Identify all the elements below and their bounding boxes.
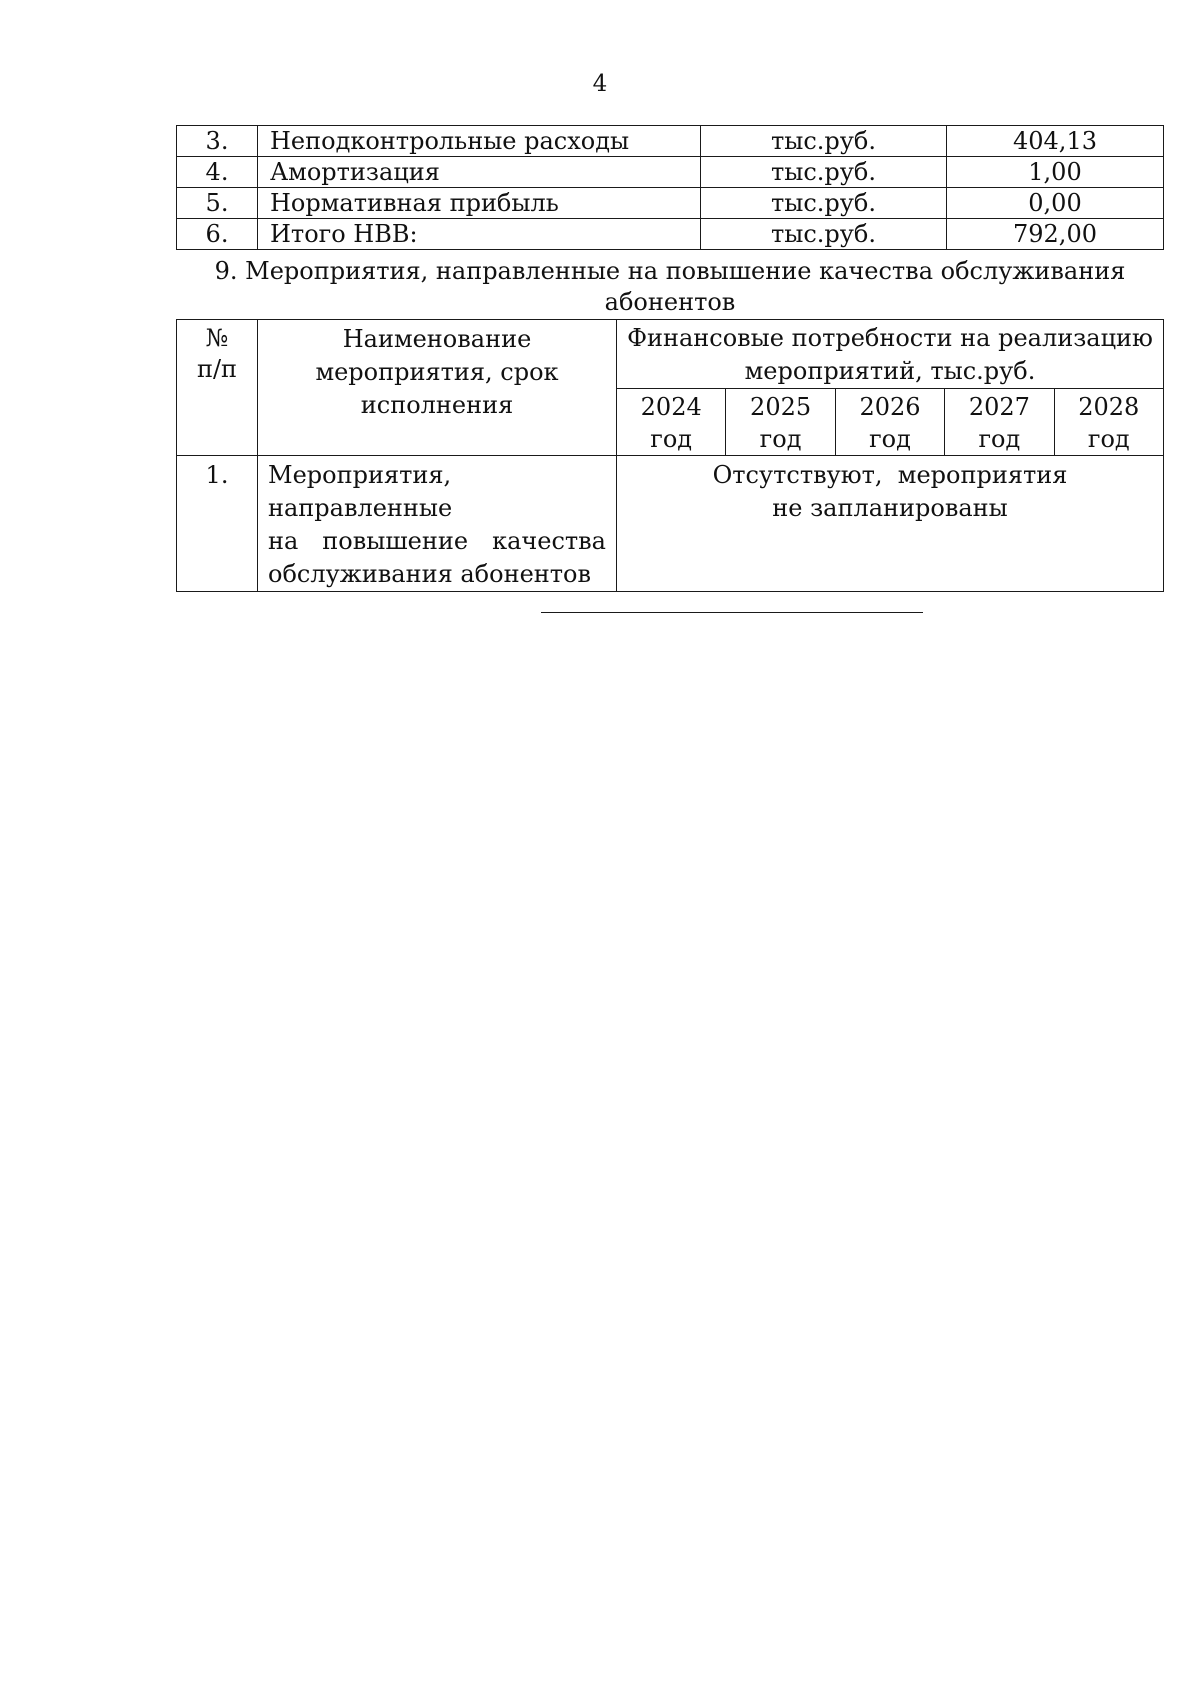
- summary-table: [176, 125, 1164, 250]
- row-name-line: Мероприятия,: [268, 461, 452, 489]
- row-unit: тыс.руб.: [701, 157, 947, 188]
- header-financial-needs: [617, 320, 1164, 389]
- row-value: 404,13: [947, 126, 1164, 157]
- year-cell: [617, 389, 726, 456]
- row-number: 3.: [177, 126, 258, 157]
- table-row: [177, 188, 1164, 219]
- header-financial-line: мероприятий, тыс.руб.: [744, 357, 1036, 385]
- row-number: 5.: [177, 188, 258, 219]
- section-title: [176, 256, 1164, 318]
- table-row: [177, 126, 1164, 157]
- row-status: [617, 456, 1164, 592]
- row-name: Итого НВВ:: [258, 219, 701, 250]
- row-status-line: Отсутствуют, мероприятия: [712, 461, 1068, 489]
- row-unit: тыс.руб.: [701, 219, 947, 250]
- year-value: 2024: [640, 393, 702, 421]
- row-name-line: обслуживания абонентов: [268, 560, 592, 588]
- row-number: 4.: [177, 157, 258, 188]
- row-name-word: качества: [492, 527, 606, 555]
- header-row: [177, 320, 1164, 389]
- year-unit: год: [978, 425, 1021, 453]
- year-unit: год: [869, 425, 911, 453]
- measures-table: [176, 319, 1164, 592]
- year-cell: [1054, 389, 1163, 456]
- year-value: 2028: [1078, 393, 1140, 421]
- section-title-line: абонентов: [604, 288, 736, 316]
- row-name: Нормативная прибыль: [258, 188, 701, 219]
- header-name-line: мероприятия, срок: [315, 358, 559, 386]
- year-unit: год: [1087, 425, 1130, 453]
- end-rule-divider: [541, 612, 923, 613]
- row-value: 1,00: [947, 157, 1164, 188]
- year-cell: [945, 389, 1054, 456]
- row-unit: тыс.руб.: [701, 188, 947, 219]
- row-name: Амортизация: [258, 157, 701, 188]
- header-number-abbrev: п/п: [196, 355, 238, 383]
- table-row: [177, 456, 1164, 592]
- row-value: 0,00: [947, 188, 1164, 219]
- year-cell: [726, 389, 835, 456]
- row-status-line: не запланированы: [772, 494, 1008, 522]
- year-value: 2026: [859, 393, 921, 421]
- row-name-word: на: [268, 527, 299, 555]
- page-number: 4: [592, 71, 608, 97]
- header-financial-line: Финансовые потребности на реализацию: [627, 324, 1153, 352]
- row-unit: тыс.руб.: [701, 126, 947, 157]
- row-name: Неподконтрольные расходы: [258, 126, 701, 157]
- header-number-symbol: №: [205, 324, 229, 352]
- table-row: [177, 219, 1164, 250]
- year-unit: год: [650, 425, 693, 453]
- row-name-line: направленные: [268, 494, 453, 522]
- row-name-line: [268, 525, 606, 558]
- row-name: [258, 456, 617, 592]
- row-value: 792,00: [947, 219, 1164, 250]
- row-name-word: повышение: [322, 527, 469, 555]
- row-number: 6.: [177, 219, 258, 250]
- year-unit: год: [759, 425, 802, 453]
- header-number: [177, 320, 258, 456]
- year-cell: [835, 389, 944, 456]
- year-value: 2025: [750, 393, 812, 421]
- section-title-line: 9. Мероприятия, направленные на повышение качества обслуживания: [214, 257, 1126, 285]
- row-number: 1.: [177, 456, 258, 592]
- year-value: 2027: [968, 393, 1030, 421]
- table-row: [177, 157, 1164, 188]
- header-name-line: Наименование: [342, 325, 532, 353]
- header-name: [258, 320, 617, 456]
- header-name-line: исполнения: [360, 391, 514, 419]
